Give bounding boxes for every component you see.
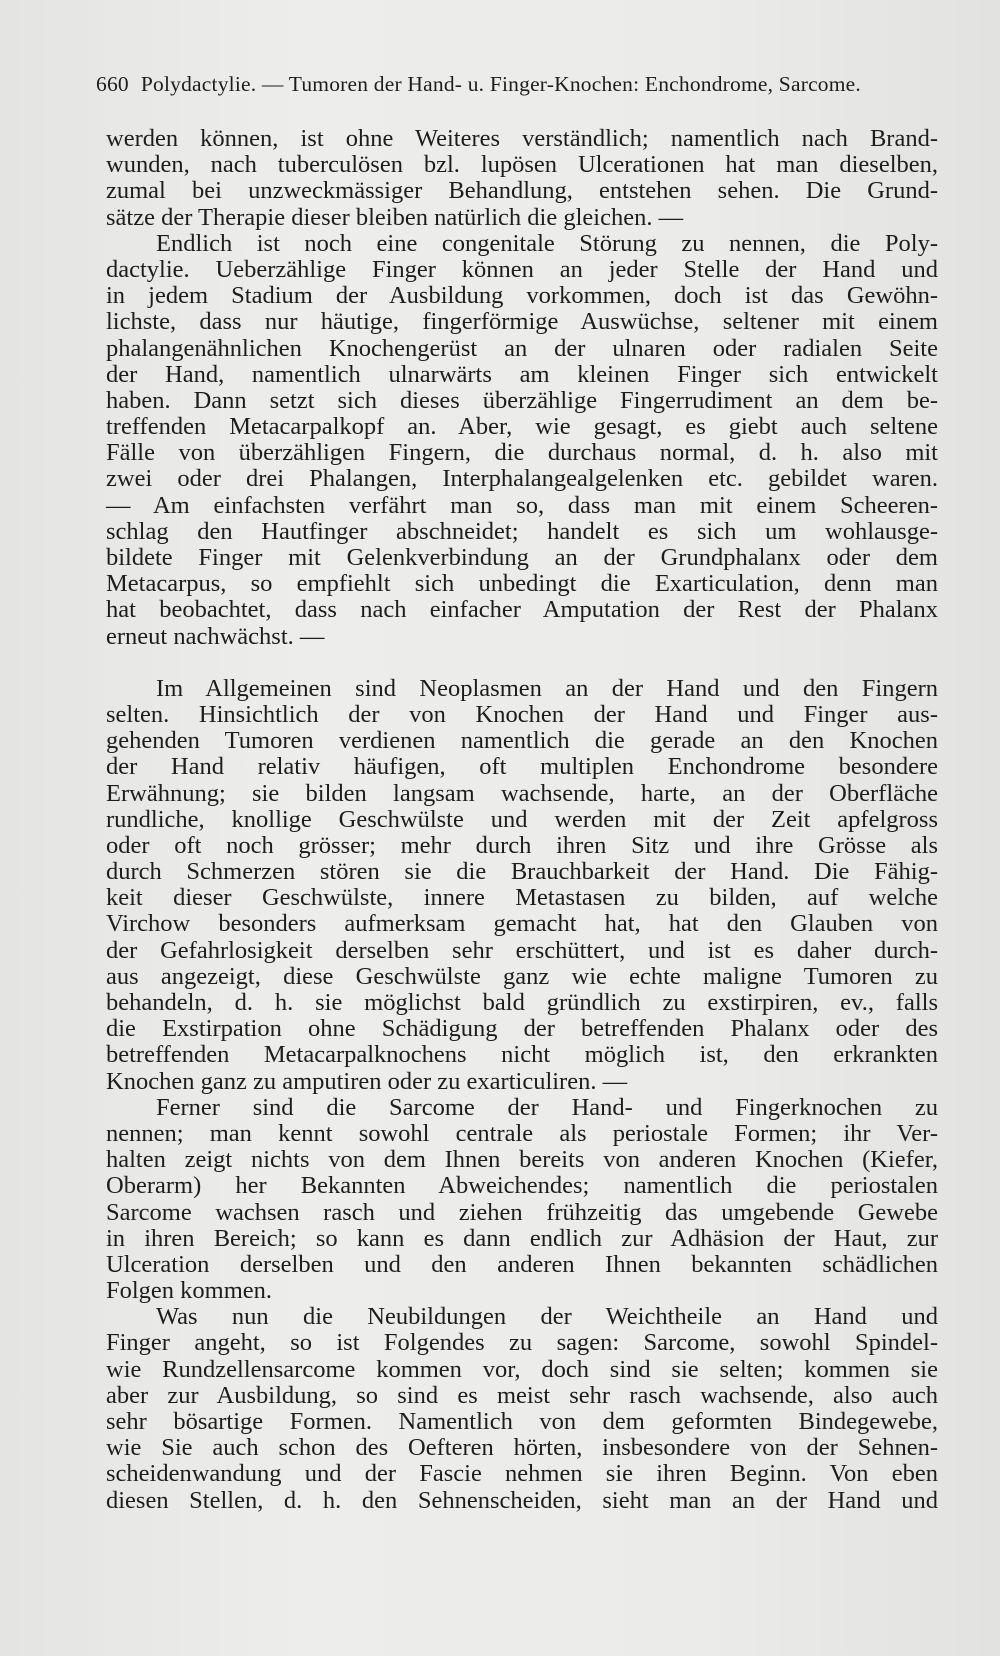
text-line: sehr bösartige Formen. Namentlich von dem geformten Bindegewebe, <box>106 1408 938 1435</box>
paragraph-3 <box>106 676 938 1095</box>
text-line: halten zeigt nichts von dem Ihnen bereits von anderen Knochen (Kiefer, <box>106 1146 938 1174</box>
text-line: rundliche, knollige Geschwülste und werden mit der Zeit apfelgross <box>106 805 938 833</box>
text-line: erneut nachwächst. — <box>106 622 325 650</box>
text-line: der Gefahrlosigkeit derselben sehr erschüttert, und ist es daher durch- <box>106 936 938 964</box>
text-line: Finger angeht, so ist Folgendes zu sagen: Sarcome, sowohl Spindel- <box>106 1329 938 1357</box>
running-header <box>96 72 946 97</box>
text-line: wunden, nach tuberculösen bzl. lupösen Ulcerationen hat man dieselben, <box>106 151 938 179</box>
text-line: haben. Dann setzt sich dieses überzählige Fingerrudiment an dem be- <box>106 386 938 414</box>
text-line: — Am einfachsten verfährt man so, dass man mit einem Scheeren- <box>106 491 938 519</box>
text-line: Erwähnung; sie bilden langsam wachsende, harte, an der Oberfläche <box>106 779 938 807</box>
text-line: keit dieser Geschwülste, innere Metastasen zu bilden, auf welche <box>106 884 938 912</box>
text-line: aber zur Ausbildung, so sind es meist sehr rasch wachsende, also auch <box>106 1381 938 1409</box>
text-line: oder oft noch grösser; mehr durch ihren Sitz und ihre Grösse als <box>106 831 938 859</box>
text-line: Virchow besonders aufmerksam gemacht hat, hat den Glauben von <box>106 910 938 938</box>
text-line: schlag den Hautfinger abschneidet; handelt es sich um wohlausge- <box>106 517 938 545</box>
text-line: Knochen ganz zu amputiren oder zu exarticuliren. — <box>106 1067 628 1095</box>
text-line: Was nun die Neubildungen der Weichtheile an Hand und <box>156 1303 938 1331</box>
text-line: aus angezeigt, diese Geschwülste ganz wie echte maligne Tumoren zu <box>106 962 938 990</box>
text-line: Im Allgemeinen sind Neoplasmen an der Hand und den Fingern <box>156 674 938 702</box>
text-line: der Hand, namentlich ulnarwärts am kleinen Finger sich entwickelt <box>106 360 938 388</box>
text-line: Folgen kommen. <box>106 1277 273 1305</box>
text-line: Oberarm) her Bekannten Abweichendes; namentlich die periostalen <box>106 1172 938 1200</box>
page-number: 660 <box>96 72 129 96</box>
text-line: Ulceration derselben und den anderen Ihnen bekannten schädlichen <box>106 1250 938 1278</box>
text-line: Endlich ist noch eine congenitale Störung zu nennen, die Poly- <box>156 229 938 257</box>
text-line: hat beobachtet, dass nach einfacher Amputation der Rest der Phalanx <box>106 596 938 624</box>
text-line: Metacarpus, so empfiehlt sich unbedingt die Exarticulation, denn man <box>106 570 938 598</box>
text-line: nennen; man kennt sowohl centrale als periostale Formen; ihr Ver- <box>106 1119 938 1147</box>
text-line: dactylie. Ueberzählige Finger können an jeder Stelle der Hand und <box>106 255 938 283</box>
paragraph-2 <box>106 231 938 650</box>
text-line: Sarcome wachsen rasch und ziehen frühzeitig das umgebende Gewebe <box>106 1198 938 1226</box>
running-title: Polydactylie. — Tumoren der Hand- u. Finger-Knochen: Enchondrome, Sarcome. <box>140 72 862 96</box>
paragraph-5 <box>106 1304 938 1514</box>
text-line: betreffenden Metacarpalknochens nicht möglich ist, den erkrankten <box>106 1041 938 1069</box>
text-line: in ihren Bereich; so kann es dann endlich zur Adhäsion der Haut, zur <box>106 1224 938 1252</box>
paragraph-1 <box>106 126 938 231</box>
text-line: wie Rundzellensarcome kommen vor, doch sind sie selten; kommen sie <box>106 1355 938 1383</box>
body-text <box>106 126 938 1514</box>
text-line: bildete Finger mit Gelenkverbindung an der Grundphalanx oder dem <box>106 544 938 571</box>
text-line: zwei oder drei Phalangen, Interphalangealgelenken etc. gebildet waren. <box>106 465 938 493</box>
text-line: werden können, ist ohne Weiteres verständlich; namentlich nach Brand- <box>106 125 938 152</box>
text-line: wie Sie auch schon des Oefteren hörten, insbesondere von der Sehnen- <box>106 1434 938 1462</box>
text-line: sätze der Therapie dieser bleiben natürlich die gleichen. — <box>106 203 684 231</box>
text-line: durch Schmerzen stören sie die Brauchbarkeit der Hand. Die Fähig- <box>106 858 938 886</box>
text-line: in jedem Stadium der Ausbildung vorkommen, doch ist das Gewöhn- <box>106 282 938 310</box>
text-line: diesen Stellen, d. h. den Sehnenscheiden, sieht man an der Hand und <box>106 1486 938 1514</box>
text-line: Ferner sind die Sarcome der Hand- und Fingerknochen zu <box>156 1093 938 1121</box>
text-line: selten. Hinsichtlich der von Knochen der Hand und Finger aus- <box>106 700 938 728</box>
text-line: treffenden Metacarpalkopf an. Aber, wie gesagt, es giebt auch seltene <box>106 413 938 441</box>
text-line: scheidenwandung und der Fascie nehmen sie ihren Beginn. Von eben <box>106 1460 938 1488</box>
text-line: zumal bei unzweckmässiger Behandlung, entstehen sehen. Die Grund- <box>106 177 938 205</box>
text-line: der Hand relativ häufigen, oft multiplen Enchondrome besondere <box>106 753 938 781</box>
text-line: die Exstirpation ohne Schädigung der betreffenden Phalanx oder des <box>106 1015 938 1043</box>
text-line: behandeln, d. h. sie möglichst bald gründlich zu exstirpiren, ev., falls <box>106 989 938 1016</box>
text-line: gehenden Tumoren verdienen namentlich die gerade an den Knochen <box>106 727 938 755</box>
paragraph-gap <box>106 650 938 676</box>
text-line: phalangenähnlichen Knochengerüst an der ulnaren oder radialen Seite <box>106 334 938 362</box>
text-line: Fälle von überzähligen Fingern, die durchaus normal, d. h. also mit <box>106 439 938 467</box>
paragraph-4 <box>106 1095 938 1305</box>
text-line: lichste, dass nur häutige, fingerförmige Auswüchse, seltener mit einem <box>106 308 938 336</box>
